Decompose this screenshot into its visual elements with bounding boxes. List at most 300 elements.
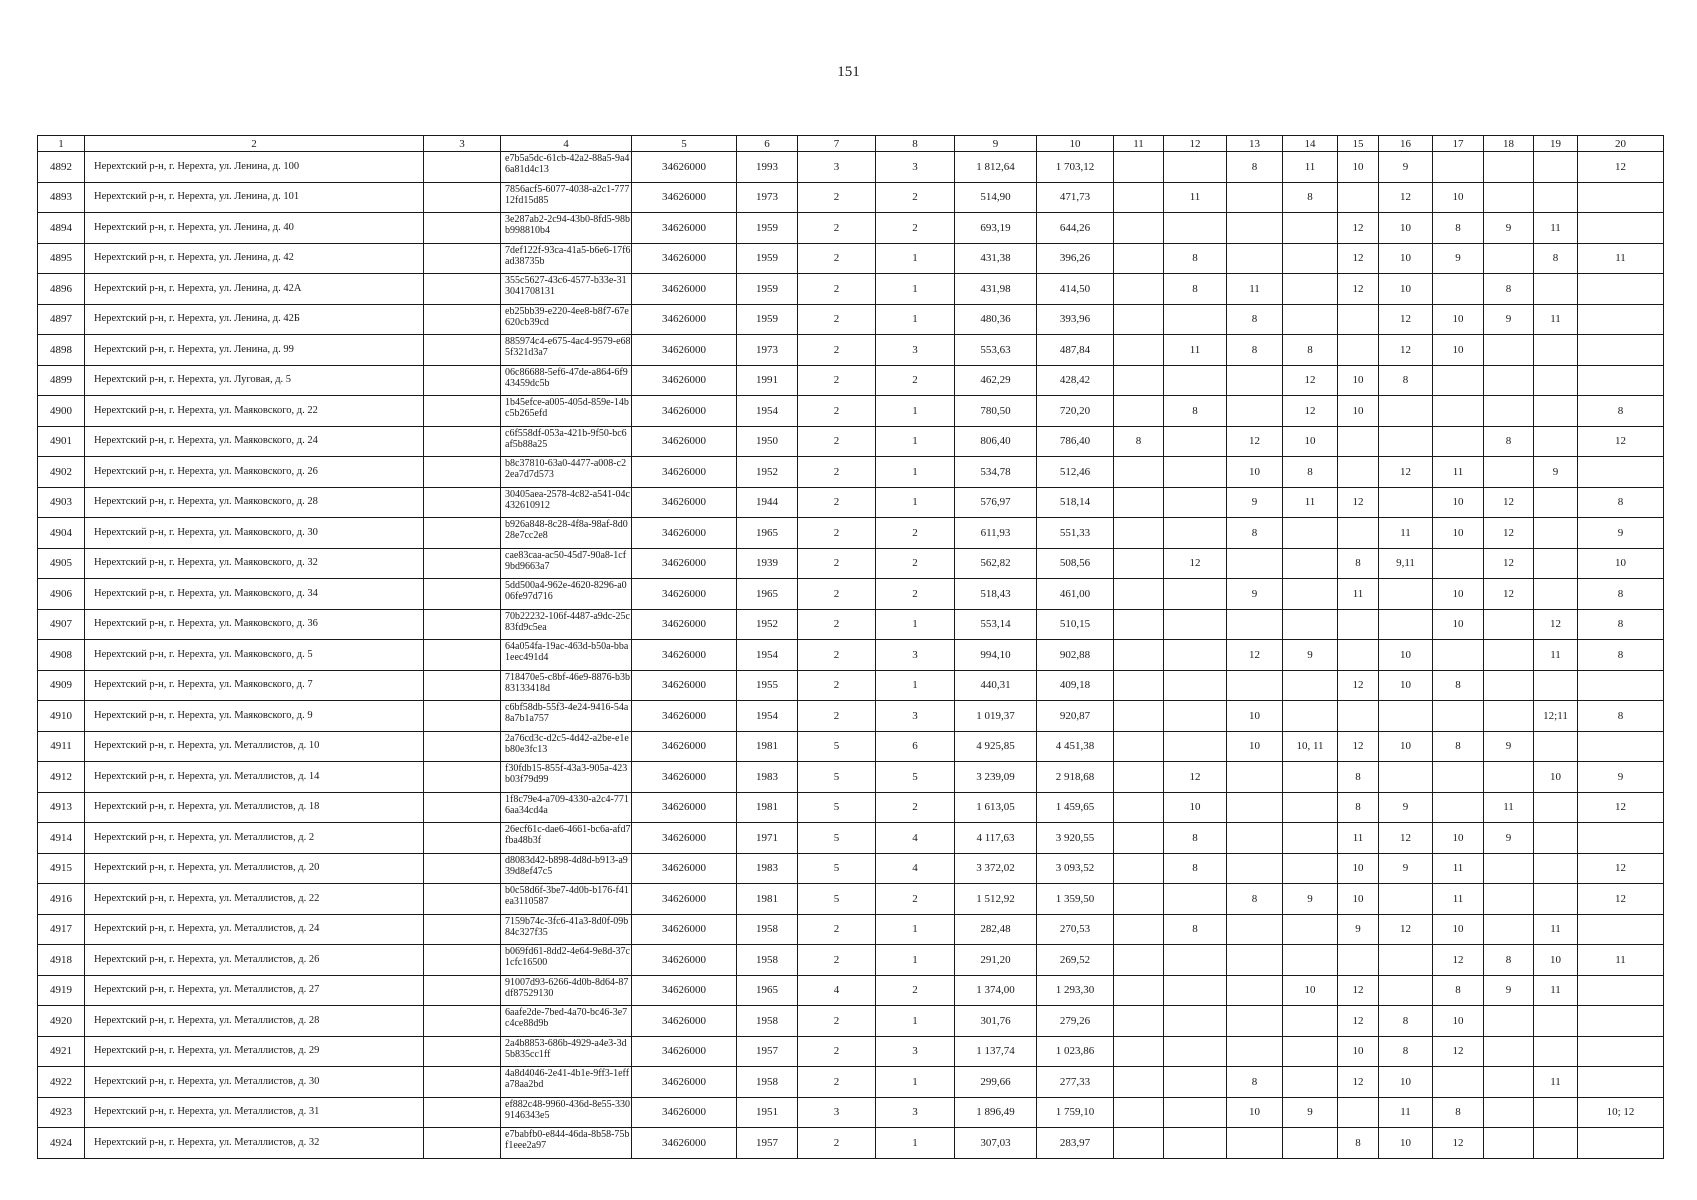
cell-col-16: 12	[1379, 457, 1433, 488]
cell-col-3	[424, 701, 501, 732]
table-row	[38, 792, 1664, 823]
cell-col-11	[1114, 762, 1164, 793]
cell-col-11: 8	[1114, 426, 1164, 457]
cell-col-8: 1	[876, 487, 955, 518]
cell-col-3	[424, 1067, 501, 1098]
cell-col-12	[1164, 1128, 1227, 1159]
column-header-13: 13	[1227, 136, 1283, 152]
cell-col-13	[1227, 548, 1283, 579]
cell-col-17: 8	[1433, 213, 1484, 244]
build-year-cell: 1991	[737, 365, 798, 396]
cell-col-16	[1379, 579, 1433, 610]
cell-col-18	[1484, 365, 1534, 396]
page-number: 151	[837, 64, 860, 80]
cell-col-11	[1114, 274, 1164, 305]
cell-col-17: 10	[1433, 487, 1484, 518]
guid-cell: 3e287ab2-2c94-43b0-8fd5-98bb998810b4	[501, 213, 632, 244]
cell-col-20	[1578, 1067, 1664, 1098]
cell-col-20: 8	[1578, 609, 1664, 640]
area-cell: 270,53	[1037, 914, 1114, 945]
cell-col-13: 8	[1227, 518, 1283, 549]
cell-col-20: 11	[1578, 945, 1664, 976]
row-number-cell: 4917	[38, 914, 85, 945]
row-number-cell: 4909	[38, 670, 85, 701]
build-year-cell: 1958	[737, 945, 798, 976]
table-row	[38, 365, 1664, 396]
cell-col-13: 8	[1227, 335, 1283, 366]
area-cell: 720,20	[1037, 396, 1114, 427]
area-cell: 902,88	[1037, 640, 1114, 671]
cell-col-17	[1433, 274, 1484, 305]
cell-col-14	[1283, 823, 1338, 854]
oktmo-cell: 34626000	[632, 670, 737, 701]
cell-col-16: 9,11	[1379, 548, 1433, 579]
cell-col-15: 10	[1338, 365, 1379, 396]
cell-col-16: 10	[1379, 640, 1433, 671]
oktmo-cell: 34626000	[632, 152, 737, 183]
cell-col-14	[1283, 304, 1338, 335]
oktmo-cell: 34626000	[632, 1006, 737, 1037]
cell-col-14: 11	[1283, 152, 1338, 183]
cell-col-18	[1484, 152, 1534, 183]
area-cell: 518,43	[955, 579, 1037, 610]
address-cell: Нерехтский р-н, г. Нерехта, ул. Маяковского, д. 36	[85, 609, 424, 640]
cell-col-3	[424, 1097, 501, 1128]
cell-col-8: 4	[876, 853, 955, 884]
cell-col-12: 11	[1164, 182, 1227, 213]
area-cell: 920,87	[1037, 701, 1114, 732]
cell-col-7: 2	[798, 640, 876, 671]
cell-col-8: 3	[876, 640, 955, 671]
area-cell: 440,31	[955, 670, 1037, 701]
cell-col-14: 10	[1283, 975, 1338, 1006]
cell-col-3	[424, 487, 501, 518]
table-row	[38, 457, 1664, 488]
cell-col-15: 8	[1338, 792, 1379, 823]
cell-col-7: 2	[798, 579, 876, 610]
row-number-cell: 4896	[38, 274, 85, 305]
cell-col-7: 5	[798, 853, 876, 884]
guid-cell: ef882c48-9960-436d-8e55-3309146343e5	[501, 1097, 632, 1128]
cell-col-16	[1379, 762, 1433, 793]
cell-col-7: 5	[798, 792, 876, 823]
cell-col-16	[1379, 396, 1433, 427]
guid-cell: b8c37810-63a0-4477-a008-c22ea7d7d573	[501, 457, 632, 488]
guid-cell: c6bf58db-55f3-4e24-9416-54a8a7b1a757	[501, 701, 632, 732]
area-cell: 1 896,49	[955, 1097, 1037, 1128]
guid-cell: 1b45efce-a005-405d-859e-14bc5b265efd	[501, 396, 632, 427]
cell-col-20: 9	[1578, 518, 1664, 549]
row-number-cell: 4901	[38, 426, 85, 457]
oktmo-cell: 34626000	[632, 182, 737, 213]
cell-col-17: 8	[1433, 975, 1484, 1006]
cell-col-16: 10	[1379, 274, 1433, 305]
cell-col-8: 3	[876, 1097, 955, 1128]
cell-col-15: 10	[1338, 1036, 1379, 1067]
guid-cell: 06c86688-5ef6-47de-a864-6f943459dc5b	[501, 365, 632, 396]
area-cell: 4 451,38	[1037, 731, 1114, 762]
cell-col-18	[1484, 670, 1534, 701]
area-cell: 1 759,10	[1037, 1097, 1114, 1128]
cell-col-15: 9	[1338, 914, 1379, 945]
row-number-cell: 4905	[38, 548, 85, 579]
cell-col-17: 10	[1433, 1006, 1484, 1037]
row-number-cell: 4900	[38, 396, 85, 427]
column-header-6: 6	[737, 136, 798, 152]
cell-col-16	[1379, 945, 1433, 976]
cell-col-20: 8	[1578, 579, 1664, 610]
table-row	[38, 762, 1664, 793]
cell-col-14	[1283, 1006, 1338, 1037]
column-header-15: 15	[1338, 136, 1379, 152]
column-header-14: 14	[1283, 136, 1338, 152]
oktmo-cell: 34626000	[632, 213, 737, 244]
address-cell: Нерехтский р-н, г. Нерехта, ул. Металлистов, д. 10	[85, 731, 424, 762]
area-cell: 693,19	[955, 213, 1037, 244]
cell-col-19	[1534, 365, 1578, 396]
address-cell: Нерехтский р-н, г. Нерехта, ул. Металлистов, д. 31	[85, 1097, 424, 1128]
cell-col-15	[1338, 609, 1379, 640]
cell-col-16	[1379, 701, 1433, 732]
area-cell: 1 812,64	[955, 152, 1037, 183]
cell-col-14	[1283, 853, 1338, 884]
cell-col-14: 8	[1283, 457, 1338, 488]
cell-col-8: 6	[876, 731, 955, 762]
address-cell: Нерехтский р-н, г. Нерехта, ул. Маяковского, д. 22	[85, 396, 424, 427]
cell-col-15: 12	[1338, 487, 1379, 518]
cell-col-14	[1283, 792, 1338, 823]
table-row	[38, 396, 1664, 427]
guid-cell: b0c58d6f-3be7-4d0b-b176-f41ea3110587	[501, 884, 632, 915]
guid-cell: 885974c4-e675-4ac4-9579-e685f321d3a7	[501, 335, 632, 366]
cell-col-3	[424, 152, 501, 183]
cell-col-13: 9	[1227, 487, 1283, 518]
cell-col-16: 12	[1379, 335, 1433, 366]
oktmo-cell: 34626000	[632, 518, 737, 549]
table-row	[38, 1097, 1664, 1128]
column-header-1: 1	[38, 136, 85, 152]
registry-table-container	[37, 135, 1664, 1159]
cell-col-19: 11	[1534, 213, 1578, 244]
cell-col-14	[1283, 701, 1338, 732]
address-cell: Нерехтский р-н, г. Нерехта, ул. Металлистов, д. 18	[85, 792, 424, 823]
oktmo-cell: 34626000	[632, 731, 737, 762]
cell-col-17	[1433, 548, 1484, 579]
cell-col-16: 9	[1379, 792, 1433, 823]
guid-cell: 91007d93-6266-4d0b-8d64-87df87529130	[501, 975, 632, 1006]
cell-col-20	[1578, 365, 1664, 396]
cell-col-19	[1534, 670, 1578, 701]
cell-col-15	[1338, 457, 1379, 488]
cell-col-20: 9	[1578, 762, 1664, 793]
table-row	[38, 213, 1664, 244]
cell-col-18	[1484, 243, 1534, 274]
column-header-18: 18	[1484, 136, 1534, 152]
cell-col-7: 2	[798, 304, 876, 335]
cell-col-20	[1578, 1128, 1664, 1159]
row-number-cell: 4919	[38, 975, 85, 1006]
guid-cell: c6f558df-053a-421b-9f50-bc6af5b88a25	[501, 426, 632, 457]
cell-col-17: 10	[1433, 335, 1484, 366]
column-header-17: 17	[1433, 136, 1484, 152]
cell-col-8: 1	[876, 609, 955, 640]
cell-col-12	[1164, 670, 1227, 701]
cell-col-14: 9	[1283, 884, 1338, 915]
cell-col-3	[424, 945, 501, 976]
cell-col-18	[1484, 1036, 1534, 1067]
cell-col-18: 12	[1484, 579, 1534, 610]
guid-cell: d8083d42-b898-4d8d-b913-a939d8ef47c5	[501, 853, 632, 884]
cell-col-15	[1338, 426, 1379, 457]
cell-col-19: 10	[1534, 945, 1578, 976]
cell-col-12	[1164, 426, 1227, 457]
cell-col-16: 8	[1379, 365, 1433, 396]
cell-col-17	[1433, 792, 1484, 823]
cell-col-18	[1484, 609, 1534, 640]
cell-col-14: 10	[1283, 426, 1338, 457]
guid-cell: 30405aea-2578-4c82-a541-04c432610912	[501, 487, 632, 518]
guid-cell: 2a4b8853-686b-4929-a4e3-3d5b835cc1ff	[501, 1036, 632, 1067]
cell-col-11	[1114, 335, 1164, 366]
cell-col-12	[1164, 457, 1227, 488]
cell-col-3	[424, 731, 501, 762]
cell-col-15: 10	[1338, 152, 1379, 183]
cell-col-20: 12	[1578, 853, 1664, 884]
cell-col-14	[1283, 518, 1338, 549]
cell-col-12	[1164, 579, 1227, 610]
cell-col-14: 8	[1283, 182, 1338, 213]
cell-col-13	[1227, 670, 1283, 701]
build-year-cell: 1951	[737, 1097, 798, 1128]
cell-col-18	[1484, 1067, 1534, 1098]
cell-col-20: 12	[1578, 152, 1664, 183]
cell-col-15: 8	[1338, 1128, 1379, 1159]
cell-col-19: 12	[1534, 609, 1578, 640]
cell-col-18: 9	[1484, 731, 1534, 762]
area-cell: 1 019,37	[955, 701, 1037, 732]
guid-cell: 70b22232-106f-4487-a9dc-25c83fd9c5ea	[501, 609, 632, 640]
cell-col-18: 8	[1484, 945, 1534, 976]
cell-col-17: 11	[1433, 884, 1484, 915]
area-cell: 780,50	[955, 396, 1037, 427]
column-header-3: 3	[424, 136, 501, 152]
cell-col-7: 3	[798, 1097, 876, 1128]
cell-col-13	[1227, 853, 1283, 884]
cell-col-3	[424, 426, 501, 457]
area-cell: 786,40	[1037, 426, 1114, 457]
cell-col-17: 12	[1433, 1036, 1484, 1067]
cell-col-7: 2	[798, 396, 876, 427]
cell-col-16: 10	[1379, 670, 1433, 701]
address-cell: Нерехтский р-н, г. Нерехта, ул. Металлистов, д. 30	[85, 1067, 424, 1098]
guid-cell: 7def122f-93ca-41a5-b6e6-17f6ad38735b	[501, 243, 632, 274]
cell-col-8: 2	[876, 975, 955, 1006]
cell-col-8: 2	[876, 365, 955, 396]
cell-col-15: 12	[1338, 1067, 1379, 1098]
area-cell: 518,14	[1037, 487, 1114, 518]
cell-col-19	[1534, 1097, 1578, 1128]
row-number-cell: 4911	[38, 731, 85, 762]
cell-col-17	[1433, 640, 1484, 671]
build-year-cell: 1983	[737, 853, 798, 884]
cell-col-13: 8	[1227, 152, 1283, 183]
cell-col-20: 10; 12	[1578, 1097, 1664, 1128]
cell-col-20: 11	[1578, 243, 1664, 274]
build-year-cell: 1965	[737, 579, 798, 610]
address-cell: Нерехтский р-н, г. Нерехта, ул. Металлистов, д. 2	[85, 823, 424, 854]
build-year-cell: 1952	[737, 457, 798, 488]
cell-col-16: 12	[1379, 304, 1433, 335]
cell-col-8: 1	[876, 457, 955, 488]
area-cell: 576,97	[955, 487, 1037, 518]
address-cell: Нерехтский р-н, г. Нерехта, ул. Маяковского, д. 30	[85, 518, 424, 549]
area-cell: 1 137,74	[955, 1036, 1037, 1067]
cell-col-18: 12	[1484, 548, 1534, 579]
cell-col-20	[1578, 975, 1664, 1006]
table-row	[38, 1036, 1664, 1067]
build-year-cell: 1959	[737, 213, 798, 244]
oktmo-cell: 34626000	[632, 884, 737, 915]
guid-cell: 5dd500a4-962e-4620-8296-a006fe97d716	[501, 579, 632, 610]
guid-cell: 7856acf5-6077-4038-a2c1-77712fd15d85	[501, 182, 632, 213]
cell-col-13	[1227, 762, 1283, 793]
cell-col-16: 12	[1379, 182, 1433, 213]
address-cell: Нерехтский р-н, г. Нерехта, ул. Металлистов, д. 26	[85, 945, 424, 976]
cell-col-12	[1164, 975, 1227, 1006]
oktmo-cell: 34626000	[632, 853, 737, 884]
cell-col-13	[1227, 975, 1283, 1006]
cell-col-7: 2	[798, 1128, 876, 1159]
cell-col-20: 12	[1578, 426, 1664, 457]
cell-col-8: 1	[876, 1128, 955, 1159]
area-cell: 307,03	[955, 1128, 1037, 1159]
oktmo-cell: 34626000	[632, 701, 737, 732]
row-number-cell: 4912	[38, 762, 85, 793]
cell-col-20: 12	[1578, 792, 1664, 823]
cell-col-12	[1164, 731, 1227, 762]
cell-col-19	[1534, 518, 1578, 549]
cell-col-19	[1534, 579, 1578, 610]
cell-col-19	[1534, 1006, 1578, 1037]
oktmo-cell: 34626000	[632, 792, 737, 823]
address-cell: Нерехтский р-н, г. Нерехта, ул. Ленина, д. 42	[85, 243, 424, 274]
cell-col-14	[1283, 1067, 1338, 1098]
cell-col-11	[1114, 548, 1164, 579]
area-cell: 461,00	[1037, 579, 1114, 610]
cell-col-7: 2	[798, 1067, 876, 1098]
cell-col-15: 12	[1338, 274, 1379, 305]
cell-col-16: 10	[1379, 213, 1433, 244]
address-cell: Нерехтский р-н, г. Нерехта, ул. Металлистов, д. 32	[85, 1128, 424, 1159]
address-cell: Нерехтский р-н, г. Нерехта, ул. Маяковского, д. 24	[85, 426, 424, 457]
cell-col-3	[424, 518, 501, 549]
column-header-4: 4	[501, 136, 632, 152]
cell-col-14	[1283, 548, 1338, 579]
cell-col-13	[1227, 609, 1283, 640]
cell-col-18: 8	[1484, 274, 1534, 305]
cell-col-18: 9	[1484, 975, 1534, 1006]
address-cell: Нерехтский р-н, г. Нерехта, ул. Маяковского, д. 32	[85, 548, 424, 579]
cell-col-3	[424, 1128, 501, 1159]
guid-cell: 7159b74c-3fc6-41a3-8d0f-09b84c327f35	[501, 914, 632, 945]
cell-col-13	[1227, 914, 1283, 945]
build-year-cell: 1954	[737, 640, 798, 671]
cell-col-18: 9	[1484, 213, 1534, 244]
cell-col-14	[1283, 274, 1338, 305]
table-row	[38, 182, 1664, 213]
cell-col-12: 8	[1164, 853, 1227, 884]
cell-col-15	[1338, 701, 1379, 732]
cell-col-7: 2	[798, 1036, 876, 1067]
cell-col-3	[424, 975, 501, 1006]
oktmo-cell: 34626000	[632, 457, 737, 488]
table-row	[38, 731, 1664, 762]
table-row	[38, 518, 1664, 549]
address-cell: Нерехтский р-н, г. Нерехта, ул. Металлистов, д. 20	[85, 853, 424, 884]
cell-col-18: 8	[1484, 426, 1534, 457]
cell-col-3	[424, 304, 501, 335]
cell-col-17: 9	[1433, 243, 1484, 274]
table-row	[38, 426, 1664, 457]
cell-col-12	[1164, 945, 1227, 976]
address-cell: Нерехтский р-н, г. Нерехта, ул. Металлистов, д. 29	[85, 1036, 424, 1067]
cell-col-11	[1114, 640, 1164, 671]
build-year-cell: 1959	[737, 274, 798, 305]
cell-col-15	[1338, 182, 1379, 213]
cell-col-13: 8	[1227, 884, 1283, 915]
cell-col-11	[1114, 182, 1164, 213]
table-row	[38, 152, 1664, 183]
area-cell: 1 359,50	[1037, 884, 1114, 915]
cell-col-15: 10	[1338, 396, 1379, 427]
cell-col-8: 4	[876, 823, 955, 854]
build-year-cell: 1983	[737, 762, 798, 793]
cell-col-7: 2	[798, 518, 876, 549]
build-year-cell: 1973	[737, 335, 798, 366]
row-number-cell: 4915	[38, 853, 85, 884]
oktmo-cell: 34626000	[632, 548, 737, 579]
cell-col-20	[1578, 182, 1664, 213]
area-cell: 512,46	[1037, 457, 1114, 488]
cell-col-19	[1534, 335, 1578, 366]
cell-col-17: 10	[1433, 182, 1484, 213]
cell-col-8: 2	[876, 518, 955, 549]
cell-col-8: 3	[876, 1036, 955, 1067]
cell-col-17: 8	[1433, 731, 1484, 762]
cell-col-19: 11	[1534, 975, 1578, 1006]
cell-col-12	[1164, 518, 1227, 549]
cell-col-17: 12	[1433, 1128, 1484, 1159]
table-row	[38, 609, 1664, 640]
cell-col-12	[1164, 609, 1227, 640]
row-number-cell: 4904	[38, 518, 85, 549]
address-cell: Нерехтский р-н, г. Нерехта, ул. Металлистов, д. 27	[85, 975, 424, 1006]
area-cell: 1 459,65	[1037, 792, 1114, 823]
row-number-cell: 4895	[38, 243, 85, 274]
cell-col-17: 10	[1433, 609, 1484, 640]
area-cell: 471,73	[1037, 182, 1114, 213]
cell-col-16: 10	[1379, 243, 1433, 274]
guid-cell: 6aafe2de-7bed-4a70-bc46-3e7c4ce88d9b	[501, 1006, 632, 1037]
oktmo-cell: 34626000	[632, 579, 737, 610]
table-row	[38, 1067, 1664, 1098]
build-year-cell: 1958	[737, 914, 798, 945]
area-cell: 282,48	[955, 914, 1037, 945]
cell-col-20	[1578, 914, 1664, 945]
build-year-cell: 1981	[737, 792, 798, 823]
cell-col-15: 10	[1338, 884, 1379, 915]
cell-col-19: 10	[1534, 762, 1578, 793]
